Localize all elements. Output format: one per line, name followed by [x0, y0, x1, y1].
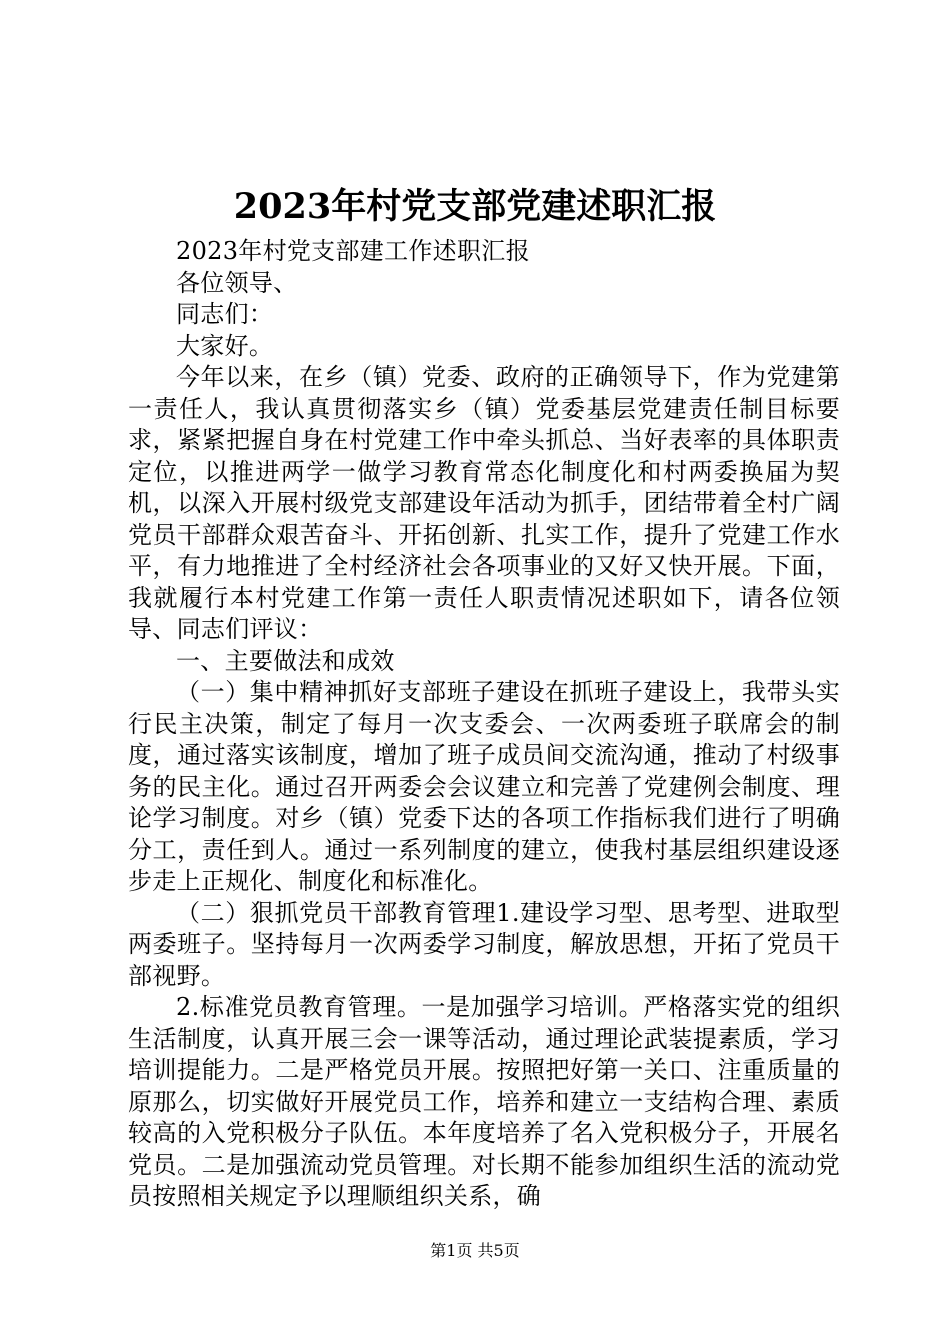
paragraph-salutation-leaders: 各位领导、 [176, 268, 298, 297]
paragraph-section-1: （一）集中精神抓好支部班子建设在抓班子建设上，我带头实行民主决策，制定了每月一次支委会、一次两委班子联席会的制度，通过落实该制度，增加了班子成员间交流沟通，推动了村级事务的民主化。通过召开两委会会议建立和完善了党建例会制度、理论学习制度。对乡（镇）党委下达的各项工作指标我们进行了明确分工，责任到人。通过一系列制度的建立，使我村基层组织建设逐步走上正规化、制度化和标准化。 [128, 678, 840, 895]
paragraph-section-2: （二）狠抓党员干部教育管理1.建设学习型、思考型、进取型两委班子。坚持每月一次两委学习制度，解放思想，开拓了党员干部视野。 [128, 898, 840, 990]
page-footer: 第1页 共5页 [430, 1241, 520, 1260]
paragraph-subtitle: 2023年村党支部建工作述职汇报 [176, 237, 530, 265]
paragraph-greeting: 大家好。 [176, 331, 274, 360]
paragraph-salutation-comrades: 同志们： [176, 300, 274, 328]
document-body [128, 236, 840, 1213]
heading-main-practices: 一、主要做法和成效 [176, 646, 395, 675]
paragraph-intro: 今年以来，在乡（镇）党委、政府的正确领导下，作为党建第一责任人，我认真贯彻落实乡（镇）党委基层党建责任制目标要求，紧紧把握自身在村党建工作中牵头抓总、当好表率的具体职责定位，以推进两学一做学习教育常态化制度化和村两委换届为契机，以深入开展村级党支部建设年活动为抓手，团结带着全村广阔党员干部群众艰苦奋斗、开拓创新、扎实工作，提升了党建工作水平，有力地推进了全村经济社会各项事业的又好又快开展。下面，我就履行本村党建工作第一责任人职责情况述职如下，请各位领导、同志们评议： [128, 363, 840, 643]
document-title: 2023年村党支部党建述职汇报 [233, 186, 717, 227]
paragraph-section-2-item-2: 2.标准党员教育管理。一是加强学习培训。严格落实党的组织生活制度，认真开展三会一课等活动，通过理论武装提素质，学习培训提能力。二是严格党员开展。按照把好第一关口、注重质量的原那么，切实做好开展党员工作，培养和建立一支结构合理、素质较高的入党积极分子队伍。本年度培养了名入党积极分子，开展名党员。二是加强流动党员管理。对长期不能参加组织生活的流动党员按照相关规定予以理顺组织关系，确 [128, 993, 840, 1210]
